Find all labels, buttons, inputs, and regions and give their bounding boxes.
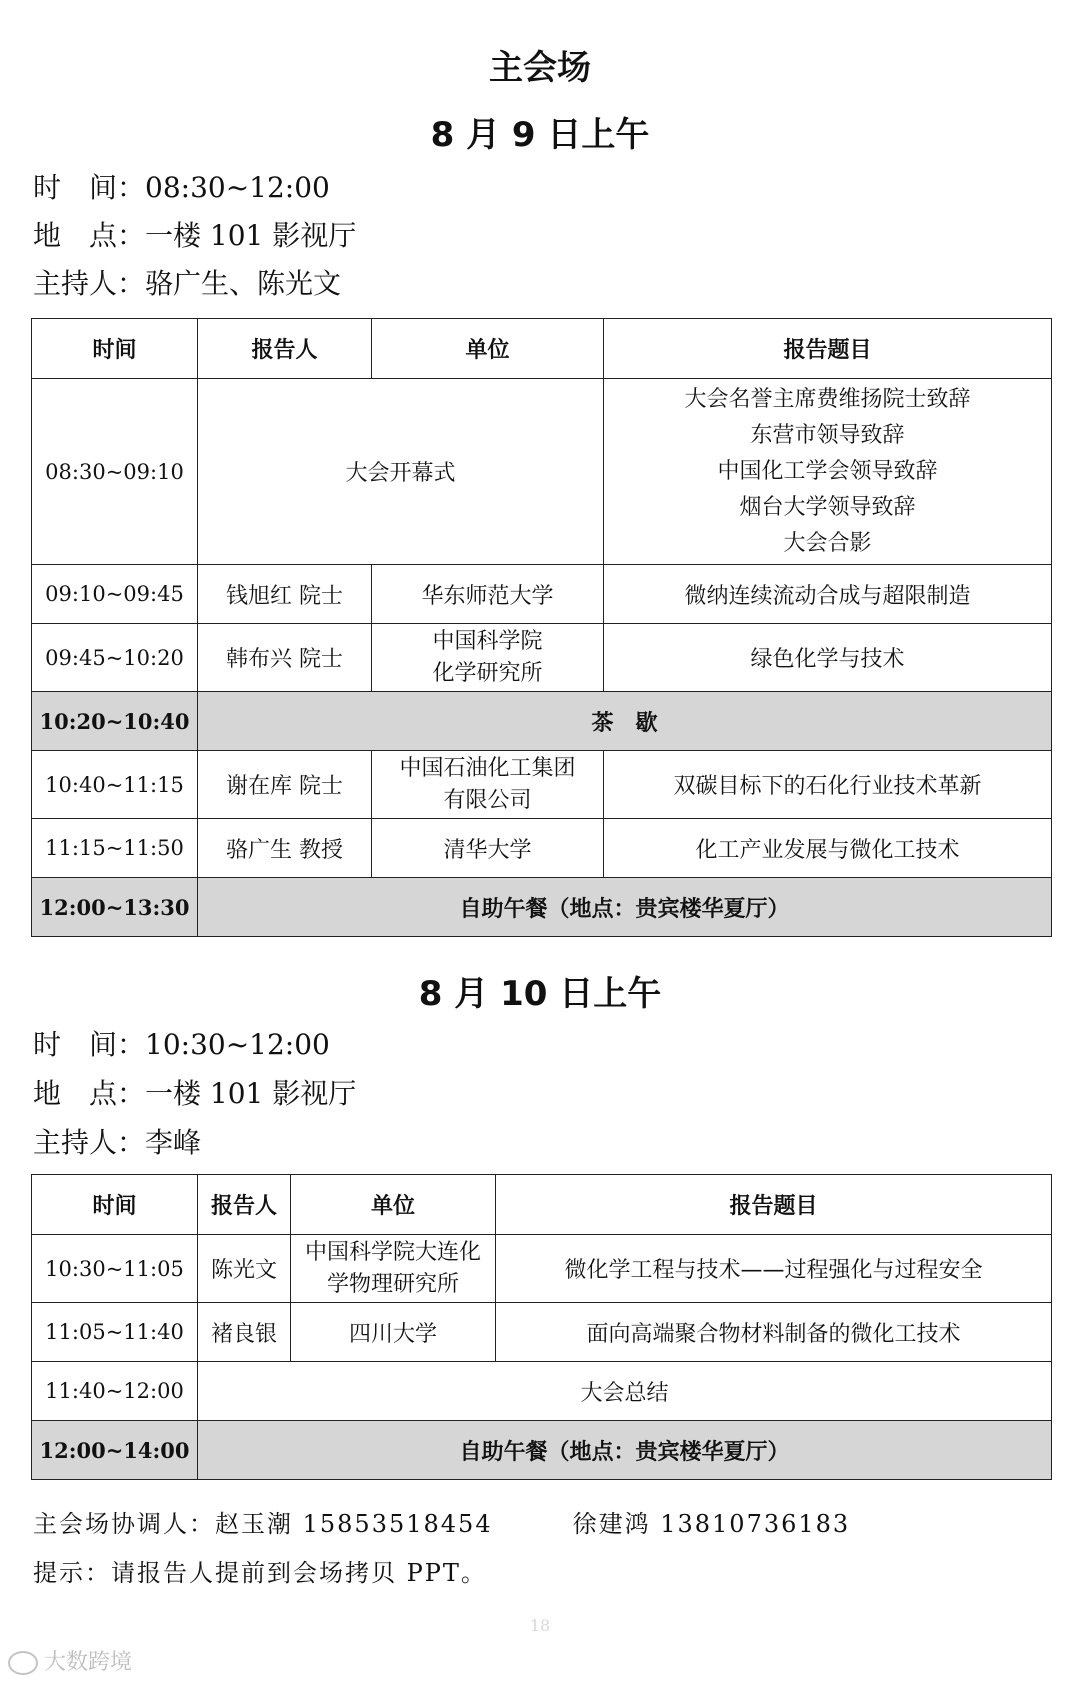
place-label: 地 点：	[33, 219, 146, 252]
row-time: 11:05~11:40	[32, 1303, 198, 1362]
header-topic: 报告题目	[496, 1175, 1052, 1235]
watermark-text: 大数跨境	[44, 1650, 133, 1675]
row-speaker: 韩布兴 院士	[198, 624, 372, 692]
time-label: 时 间：	[33, 1028, 146, 1061]
time-value: 08:30~12:00	[145, 171, 330, 204]
coordinator-line	[33, 1504, 850, 1539]
table-row-opening	[32, 379, 1052, 565]
session2-place	[33, 1076, 356, 1112]
session2-host	[33, 1125, 201, 1161]
header-speaker: 报告人	[198, 319, 372, 379]
row-topic: 微化学工程与技术——过程强化与过程安全	[496, 1235, 1052, 1303]
time-value: 10:30~12:00	[145, 1028, 330, 1061]
host-label: 主持人：	[33, 267, 146, 300]
opening-ceremony: 大会开幕式	[198, 379, 604, 565]
header-time: 时间	[32, 319, 198, 379]
row-speaker: 骆广生 教授	[198, 819, 372, 878]
place-value: 一楼 101 影视厅	[145, 219, 357, 252]
row-unit	[372, 751, 604, 819]
unit-line: 华东师范大学	[421, 583, 554, 609]
lunch-time: 12:00~14:00	[32, 1421, 198, 1480]
lunch-label: 自助午餐（地点：贵宾楼华夏厅）	[198, 878, 1052, 937]
row-time: 10:40~11:15	[32, 751, 198, 819]
row-time: 10:30~11:05	[32, 1235, 198, 1303]
unit-line: 中国科学院	[432, 628, 543, 654]
table-row	[32, 1303, 1052, 1362]
watermark	[8, 1645, 132, 1676]
place-value: 一楼 101 影视厅	[145, 1077, 357, 1110]
row-unit	[372, 624, 604, 692]
session1-place	[33, 218, 356, 254]
row-topic: 绿色化学与技术	[604, 624, 1052, 692]
table-row	[32, 565, 1052, 624]
row-speaker: 褚良银	[198, 1303, 291, 1362]
row-unit	[372, 565, 604, 624]
place-label: 地 点：	[33, 1077, 146, 1110]
row-speaker: 钱旭红 院士	[198, 565, 372, 624]
row-time: 11:15~11:50	[32, 819, 198, 878]
row-unit	[372, 819, 604, 878]
topic-line: 烟台大学领导致辞	[739, 494, 916, 520]
coordinator-1: 赵玉潮 15853518454	[215, 1510, 493, 1538]
header-unit: 单位	[372, 319, 604, 379]
unit-line: 学物理研究所	[326, 1271, 459, 1297]
session1-heading: 8 月 9 日上午	[430, 115, 650, 155]
table-row-summary	[32, 1362, 1052, 1421]
row-speaker: 谢在库 院士	[198, 751, 372, 819]
table-row-break	[32, 692, 1052, 751]
unit-line: 有限公司	[443, 787, 532, 813]
session1-table	[31, 318, 1052, 937]
row-unit	[291, 1303, 496, 1362]
session2-heading: 8 月 10 日上午	[418, 974, 662, 1014]
table-header-row	[32, 1175, 1052, 1235]
host-label: 主持人：	[33, 1126, 146, 1159]
summary-label: 大会总结	[198, 1362, 1052, 1421]
row-topic: 化工产业发展与微化工技术	[604, 819, 1052, 878]
unit-line: 化学研究所	[432, 660, 543, 686]
coordinator-label: 主会场协调人：	[33, 1510, 215, 1538]
row-topic: 微纳连续流动合成与超限制造	[604, 565, 1052, 624]
break-time: 10:20~10:40	[32, 692, 198, 751]
coordinator-2: 徐建鸿 13810736183	[572, 1510, 851, 1538]
session2-time	[33, 1027, 330, 1063]
page-number: 18	[529, 1616, 551, 1635]
session1-time	[33, 170, 330, 206]
table-row	[32, 624, 1052, 692]
row-topic: 面向高端聚合物材料制备的微化工技术	[496, 1303, 1052, 1362]
page-title: 主会场	[489, 48, 591, 88]
unit-line: 四川大学	[348, 1321, 437, 1347]
unit-line: 中国石油化工集团	[399, 755, 576, 781]
break-label: 茶 歇	[198, 692, 1052, 751]
header-unit: 单位	[291, 1175, 496, 1235]
table-row	[32, 819, 1052, 878]
host-value: 骆广生、陈光文	[145, 267, 342, 300]
unit-line: 清华大学	[443, 837, 532, 863]
time-label: 时 间：	[33, 171, 146, 204]
header-speaker: 报告人	[198, 1175, 291, 1235]
session2-table	[31, 1174, 1052, 1480]
unit-line: 中国科学院大连化	[304, 1239, 481, 1265]
session1-host	[33, 266, 341, 302]
table-row-lunch	[32, 1421, 1052, 1480]
table-row	[32, 751, 1052, 819]
table-row	[32, 1235, 1052, 1303]
topic-line: 东营市领导致辞	[750, 422, 905, 448]
header-time: 时间	[32, 1175, 198, 1235]
lunch-time: 12:00~13:30	[32, 878, 198, 937]
lunch-label: 自助午餐（地点：贵宾楼华夏厅）	[198, 1421, 1052, 1480]
topic-line: 中国化工学会领导致辞	[717, 458, 938, 484]
row-unit	[291, 1235, 496, 1303]
summary-time: 11:40~12:00	[32, 1362, 198, 1421]
header-topic: 报告题目	[604, 319, 1052, 379]
row-time: 09:10~09:45	[32, 565, 198, 624]
row-time: 08:30~09:10	[32, 379, 198, 565]
row-time: 09:45~10:20	[32, 624, 198, 692]
watermark-logo-icon	[8, 1651, 38, 1675]
opening-topics	[604, 379, 1052, 565]
topic-line: 大会名誉主席费维扬院士致辞	[684, 386, 971, 412]
table-header-row	[32, 319, 1052, 379]
tip-line: 提示：请报告人提前到会场拷贝 PPT。	[33, 1559, 487, 1587]
row-speaker: 陈光文	[198, 1235, 291, 1303]
table-row-lunch	[32, 878, 1052, 937]
host-value: 李峰	[145, 1126, 202, 1159]
row-topic: 双碳目标下的石化行业技术革新	[604, 751, 1052, 819]
topic-line: 大会合影	[783, 530, 872, 556]
